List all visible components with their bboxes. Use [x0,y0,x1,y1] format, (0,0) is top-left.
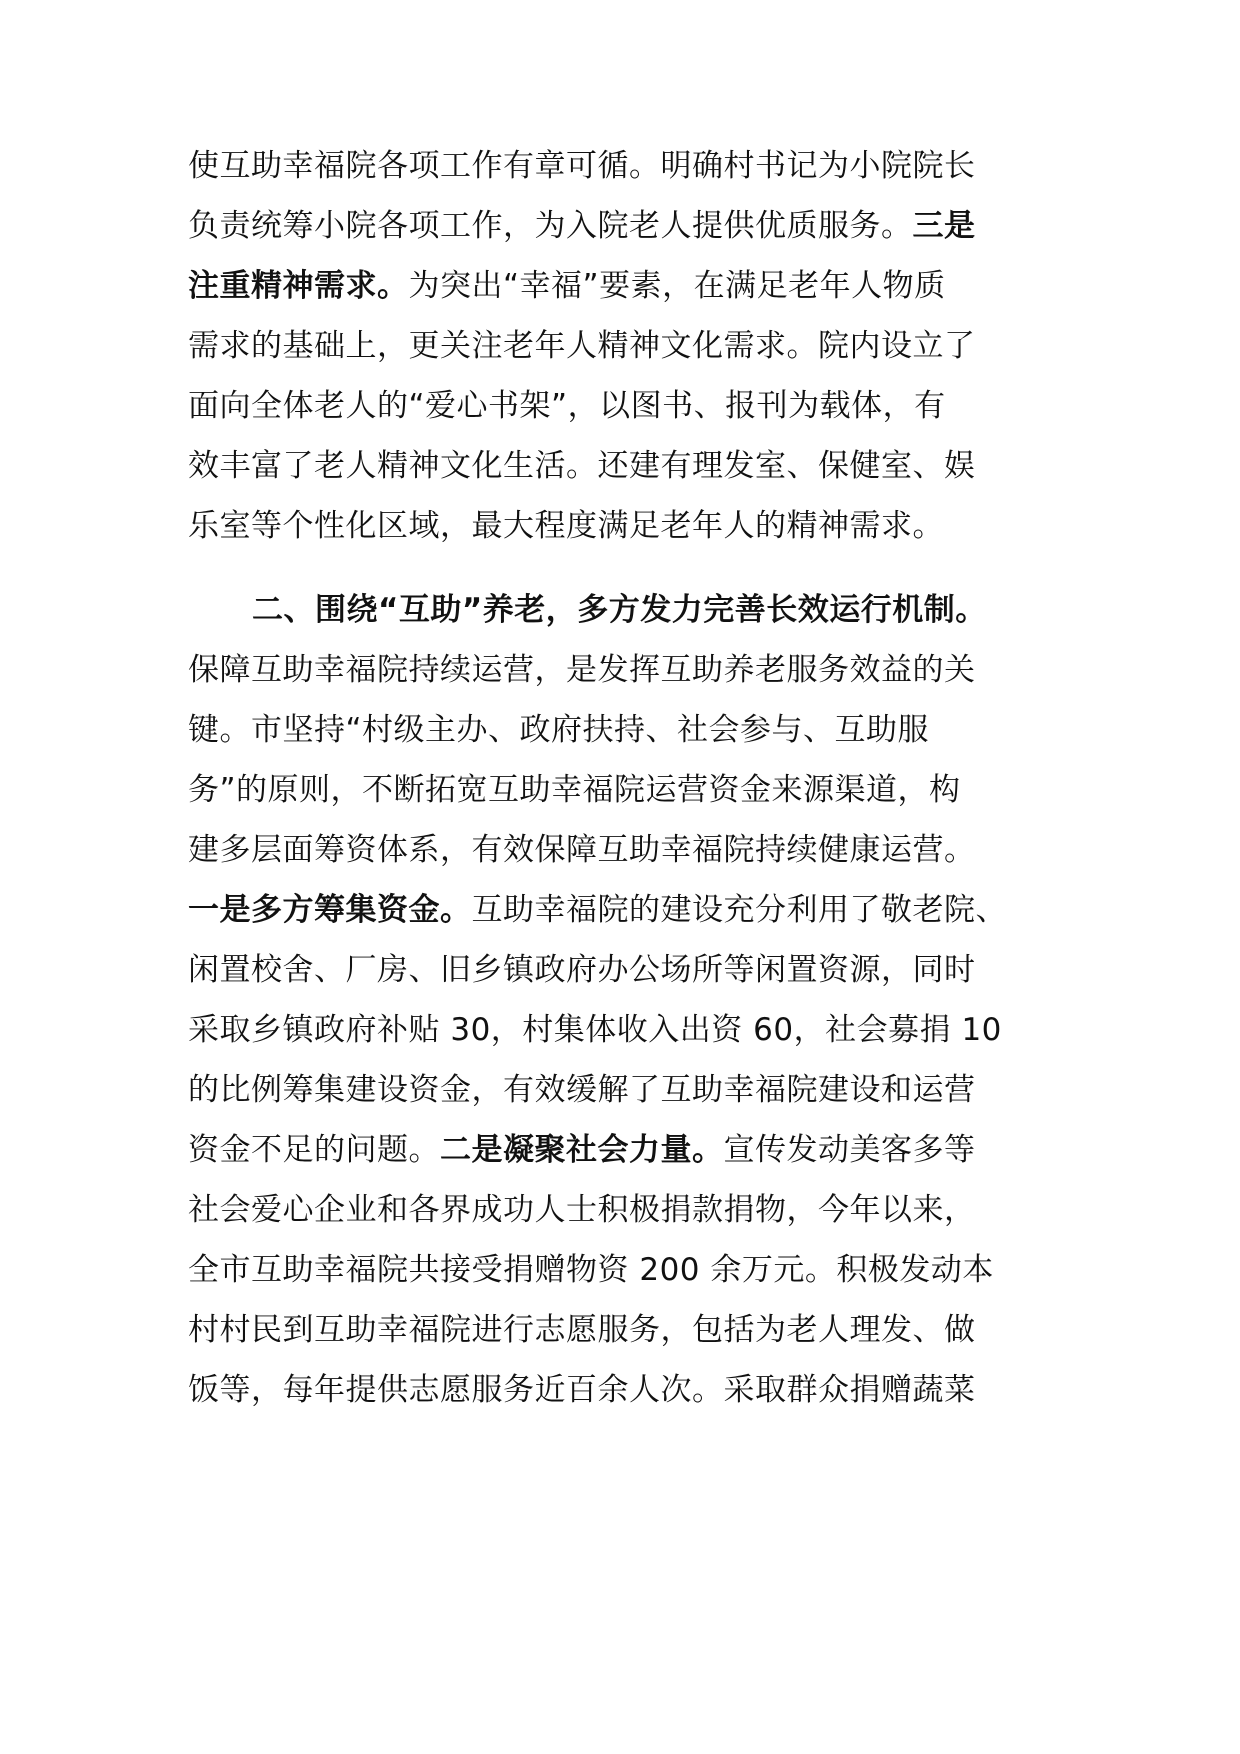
text-line [188,1130,976,1170]
text-line [188,890,1007,930]
section-heading: 二、围绕“互助”养老，多方发力完善长效运行机制。 [252,592,987,628]
text-line: 村村民到互助幸福院进行志愿服务，包括为老人理发、做 [188,1312,976,1348]
text-line: 需求的基础上，更关注老年人精神文化需求。院内设立了 [188,328,976,364]
text-run: 互助幸福院的建设充分利用了敬老院、 [471,892,1007,928]
text-run: 负责统筹小院各项工作，为入院老人提供优质服务。 [188,208,913,244]
text-line: 保障互助幸福院持续运营，是发挥互助养老服务效益的关 [188,652,976,688]
text-line: 使互助幸福院各项工作有章可循。明确村书记为小院院长 [188,148,976,184]
text-line: 面向全体老人的“爱心书架”，以图书、报刊为载体，有 [188,388,946,424]
bold-lead: 三是 [912,208,976,244]
text-line: 闲置校舍、厂房、旧乡镇政府办公场所等闲置资源，同时 [188,952,976,988]
bold-lead: 二是凝聚社会力量。 [440,1132,724,1168]
text-line: 效丰富了老人精神文化生活。还建有理发室、保健室、娱 [188,448,976,484]
text-line: 饭等，每年提供志愿服务近百余人次。采取群众捐赠蔬菜 [188,1372,976,1408]
text-line: 乐室等个性化区域，最大程度满足老年人的精神需求。 [188,508,944,544]
text-line: 采取乡镇政府补贴 30，村集体收入出资 60，社会募捐 10 [188,1012,1002,1048]
text-line: 全市互助幸福院共接受捐赠物资 200 余万元。积极发动本 [188,1252,994,1288]
bold-lead: 注重精神需求。 [188,268,409,304]
text-run: 为突出“幸福”要素，在满足老年人物质 [408,268,946,304]
text-line [188,266,946,306]
text-line [188,206,976,246]
text-line: 建多层面筹资体系，有效保障互助幸福院持续健康运营。 [188,832,976,868]
text-line: 务”的原则，不断拓宽互助幸福院运营资金来源渠道，构 [188,772,961,808]
text-line: 社会爱心企业和各界成功人士积极捐款捐物，今年以来， [188,1192,976,1228]
bold-lead: 一是多方筹集资金。 [188,892,472,928]
text-run: 资金不足的问题。 [188,1132,440,1168]
text-line: 键。市坚持“村级主办、政府扶持、社会参与、互助服 [188,712,930,748]
text-line: 的比例筹集建设资金，有效缓解了互助幸福院建设和运营 [188,1072,976,1108]
text-run: 宣传发动美客多等 [723,1132,976,1168]
